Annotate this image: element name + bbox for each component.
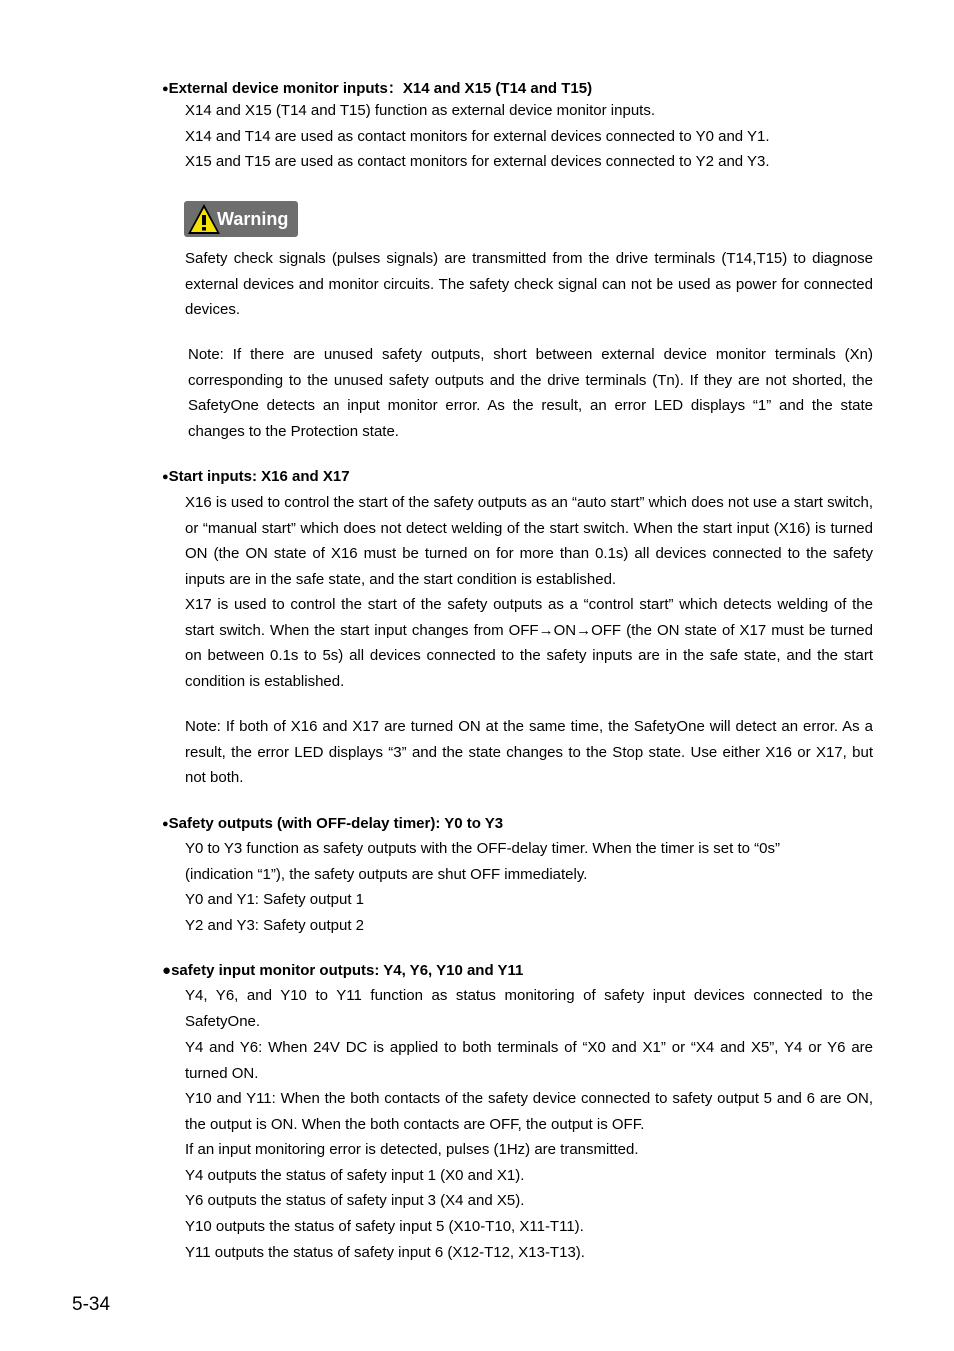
- text-line: (indication “1”), the safety outputs are shut OFF immediately.: [185, 866, 588, 883]
- bullet-icon: ●: [162, 818, 169, 830]
- note-unused-outputs: Note: If there are unused safety outputs, short between external device monitor terminals (Xn) corresponding to the unused safety outputs and the drive terminals (Tn). If they are not shorted, the SafetyOne detects an input monitor error. As the result, an error LED displays “1” and the state changes to the Protection state.: [188, 346, 873, 441]
- text-line: Y11 outputs the status of safety input 6 (X12-T12, X13-T13).: [185, 1244, 585, 1261]
- bullet-icon: ●: [162, 471, 169, 483]
- paragraph-monitor-2: Y4 and Y6: When 24V DC is applied to both terminals of “X0 and X1” or “X4 and X5”, Y4 or Y6 are turned ON.: [185, 1039, 873, 1082]
- section-title: External device monitor inputs：X14 and X15 (T14 and T15): [168, 80, 593, 97]
- text-line: X14 and T14 are used as contact monitors for external devices connected to Y0 and Y1.: [185, 128, 770, 145]
- section-heading-external-monitor: [162, 77, 592, 98]
- bullet-icon: ●: [162, 962, 172, 979]
- paragraph-monitor-1: Y4, Y6, and Y10 to Y11 function as status monitoring of safety input devices connected to the SafetyOne.: [185, 987, 873, 1030]
- section-heading-safety-outputs: [162, 815, 503, 832]
- text-line: Y2 and Y3: Safety output 2: [185, 917, 365, 934]
- warning-label: Warning: [217, 209, 289, 229]
- text-line: Y6 outputs the status of safety input 3 (X4 and X5).: [185, 1192, 525, 1209]
- warning-triangle-icon: [187, 202, 221, 236]
- warning-text: Safety check signals (pulses signals) are transmitted from the drive terminals (T14,T15) to diagnose external devices and monitor circuits. The safety check signal can not be used as power for connected devices.: [185, 250, 873, 319]
- section-title: Safety outputs (with OFF-delay timer): Y0 to Y3: [168, 815, 504, 832]
- section-title: safety input monitor outputs: Y4, Y6, Y10 and Y11: [171, 962, 524, 979]
- paragraph-monitor-3: Y10 and Y11: When the both contacts of the safety device connected to safety output 5 and 6 are ON, the output is ON. When the both contacts are OFF, the output is OFF.: [185, 1090, 873, 1133]
- section-title: Start inputs: X16 and X17: [168, 468, 350, 485]
- paragraph-x16: X16 is used to control the start of the safety outputs as an “auto start” which does not use a start switch, or “manual start” which does not detect welding of the start switch. When the start input (X16) is turned ON (the ON state of X16 must be turned on for more than 0.1s) all devices connected to the safety inputs are in the safe state, and the start condition is established.: [185, 494, 873, 589]
- warning-badge: [184, 201, 298, 237]
- text-line: Y10 outputs the status of safety input 5 (X10-T10, X11-T11).: [185, 1218, 584, 1235]
- text-line: Y4 outputs the status of safety input 1 (X0 and X1).: [185, 1167, 525, 1184]
- text-line: Y0 to Y3 function as safety outputs with the OFF-delay timer. When the timer is set to “0s”: [185, 840, 780, 857]
- paragraph-x17: X17 is used to control the start of the safety outputs as a “control start” which detects welding of the start switch. When the start input changes from OFF→ON→OFF (the ON state of X17 must be turned on between 0.1s to 5s) all devices connected to the safety inputs are in the safe state, and the start condition is established.: [185, 596, 873, 691]
- section-heading-monitor-outputs: [162, 962, 523, 979]
- text-line: Y0 and Y1: Safety output 1: [185, 891, 365, 908]
- note-start-inputs: Note: If both of X16 and X17 are turned ON at the same time, the SafetyOne will detect an error. As a result, the error LED displays “3” and the state changes to the Stop state. Use either X16 or X17, but not both.: [185, 718, 873, 787]
- section-heading-start-inputs: [162, 468, 350, 485]
- text-line: X15 and T15 are used as contact monitors for external devices connected to Y2 and Y3.: [185, 153, 770, 170]
- text-line: If an input monitoring error is detected, pulses (1Hz) are transmitted.: [185, 1141, 639, 1158]
- page-number: 5-34: [72, 1294, 111, 1315]
- bullet-icon: ●: [162, 83, 169, 95]
- text-line: X14 and X15 (T14 and T15) function as external device monitor inputs.: [185, 102, 656, 119]
